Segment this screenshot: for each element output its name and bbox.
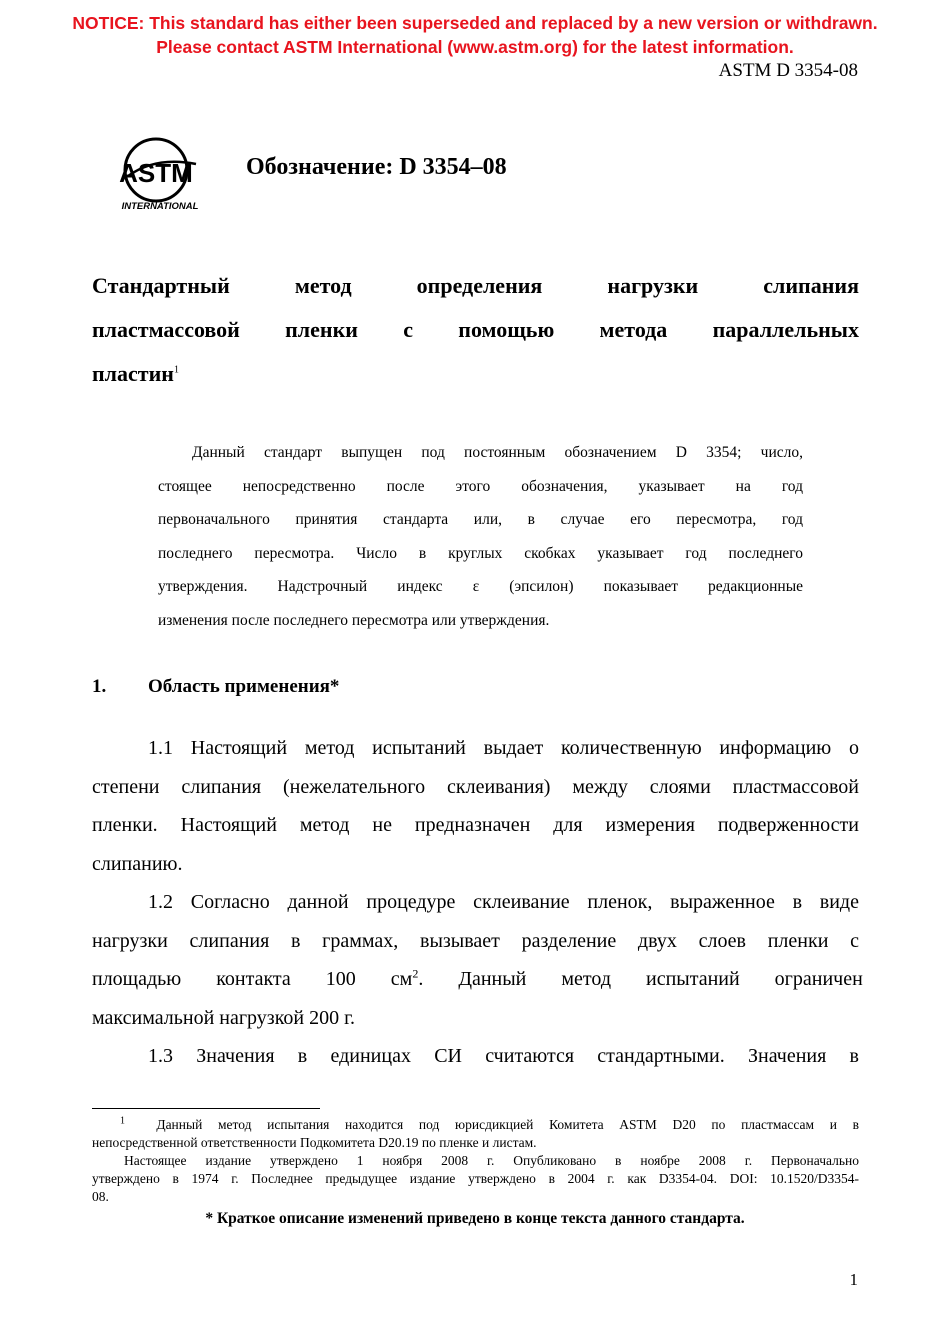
title-footnote-mark: 1 — [173, 364, 179, 376]
paragraph-1-2 — [92, 883, 863, 1037]
abstract-line: Данный стандарт выпущен под постоянным обозначением D 3354; число, — [192, 444, 803, 461]
astm-logo — [118, 136, 202, 212]
abstract-line: последнего пересмотра. Число в круглых скобках указывает год последнего — [158, 544, 803, 562]
body-line: 1.1 Настоящий метод испытаний выдает количественную информацию о — [148, 737, 859, 759]
document-title — [92, 264, 859, 396]
body-line: пленки. Настоящий метод не предназначен для измерения подверженности — [92, 814, 859, 836]
body-line: максимальной нагрузкой 200 г. — [92, 1006, 356, 1029]
footnote-line-1 — [92, 1116, 859, 1134]
page-number: 1 — [849, 1270, 858, 1289]
changes-note: * Краткое описание изменений приведено в конце текста данного стандарта. — [205, 1210, 745, 1227]
logo-text: ASTM — [119, 158, 193, 188]
footnote-line: утверждено в 1974 г. Последнее предыдущее издание утверждено в 2004 г. как D3354-04. DOI: 10.1520/D3354- — [92, 1171, 859, 1186]
notice-line-1: NOTICE: This standard has either been superseded and replaced by a new version or withdrawn. — [72, 13, 878, 33]
designation: Обозначение: D 3354–08 — [246, 154, 507, 180]
title-line-3-text: пластин — [92, 361, 174, 386]
footnote-line: непосредственной ответственности Подкомитета D20.19 по пленке и листам. — [92, 1135, 537, 1150]
footnote-line: 08. — [92, 1189, 109, 1204]
title-line-2: пластмассовой пленки с помощью метода параллельных — [92, 317, 859, 342]
section-title: Область применения* — [148, 676, 340, 697]
footnote — [92, 1116, 859, 1206]
area-superscript: 2 — [412, 966, 419, 981]
footnote-mark: 1 — [120, 1115, 125, 1127]
area-text: площадью контакта 100 см — [92, 968, 413, 990]
abstract-line: изменения после последнего пересмотра или утверждения. — [158, 611, 550, 629]
notice-line-2: Please contact ASTM International (www.astm.org) for the latest information. — [156, 37, 794, 57]
footnote-separator — [92, 1108, 320, 1109]
body-line: 1.3 Значения в единицах СИ считаются стандартными. Значения в — [148, 1045, 859, 1067]
area-text-rest: . Данный метод испытаний ограничен — [418, 968, 863, 990]
abstract-paragraph — [158, 436, 803, 637]
logo-subtext: INTERNATIONAL — [121, 201, 199, 212]
footnote-line: Настоящее издание утверждено 1 ноября 2008 г. Опубликовано в ноябре 2008 г. Первоначально — [124, 1153, 859, 1168]
abstract-line: первоначального принятия стандарта или, в случае его пересмотра, год — [158, 511, 803, 528]
body-line: 1.2 Согласно данной процедуре склеивание пленок, выраженное в виде — [148, 891, 859, 913]
body-line: нагрузки слипания в граммах, вызывает разделение двух слоев пленки с — [92, 929, 859, 952]
footnote-text: Данный метод испытания находится под юрисдикцией Комитета ASTM D20 по пластмассам и в — [156, 1117, 859, 1132]
title-line-1: Стандартный метод определения нагрузки слипания — [92, 273, 859, 298]
title-line-3 — [92, 352, 859, 396]
paragraph-1-1 — [92, 729, 859, 883]
body-line: слипанию. — [92, 852, 183, 875]
body-line: степени слипания (нежелательного склеивания) между слоями пластмассовой — [92, 775, 859, 798]
body-line-area — [92, 960, 863, 999]
section-number: 1. — [92, 676, 107, 697]
paragraph-1-3 — [92, 1037, 859, 1076]
header-standard-code: ASTM D 3354-08 — [718, 60, 858, 81]
abstract-line: стоящее непосредственно после этого обозначения, указывает на год — [158, 477, 803, 495]
abstract-line: утверждения. Надстрочный индекс ε (эпсилон) показывает редакционные — [158, 578, 803, 595]
